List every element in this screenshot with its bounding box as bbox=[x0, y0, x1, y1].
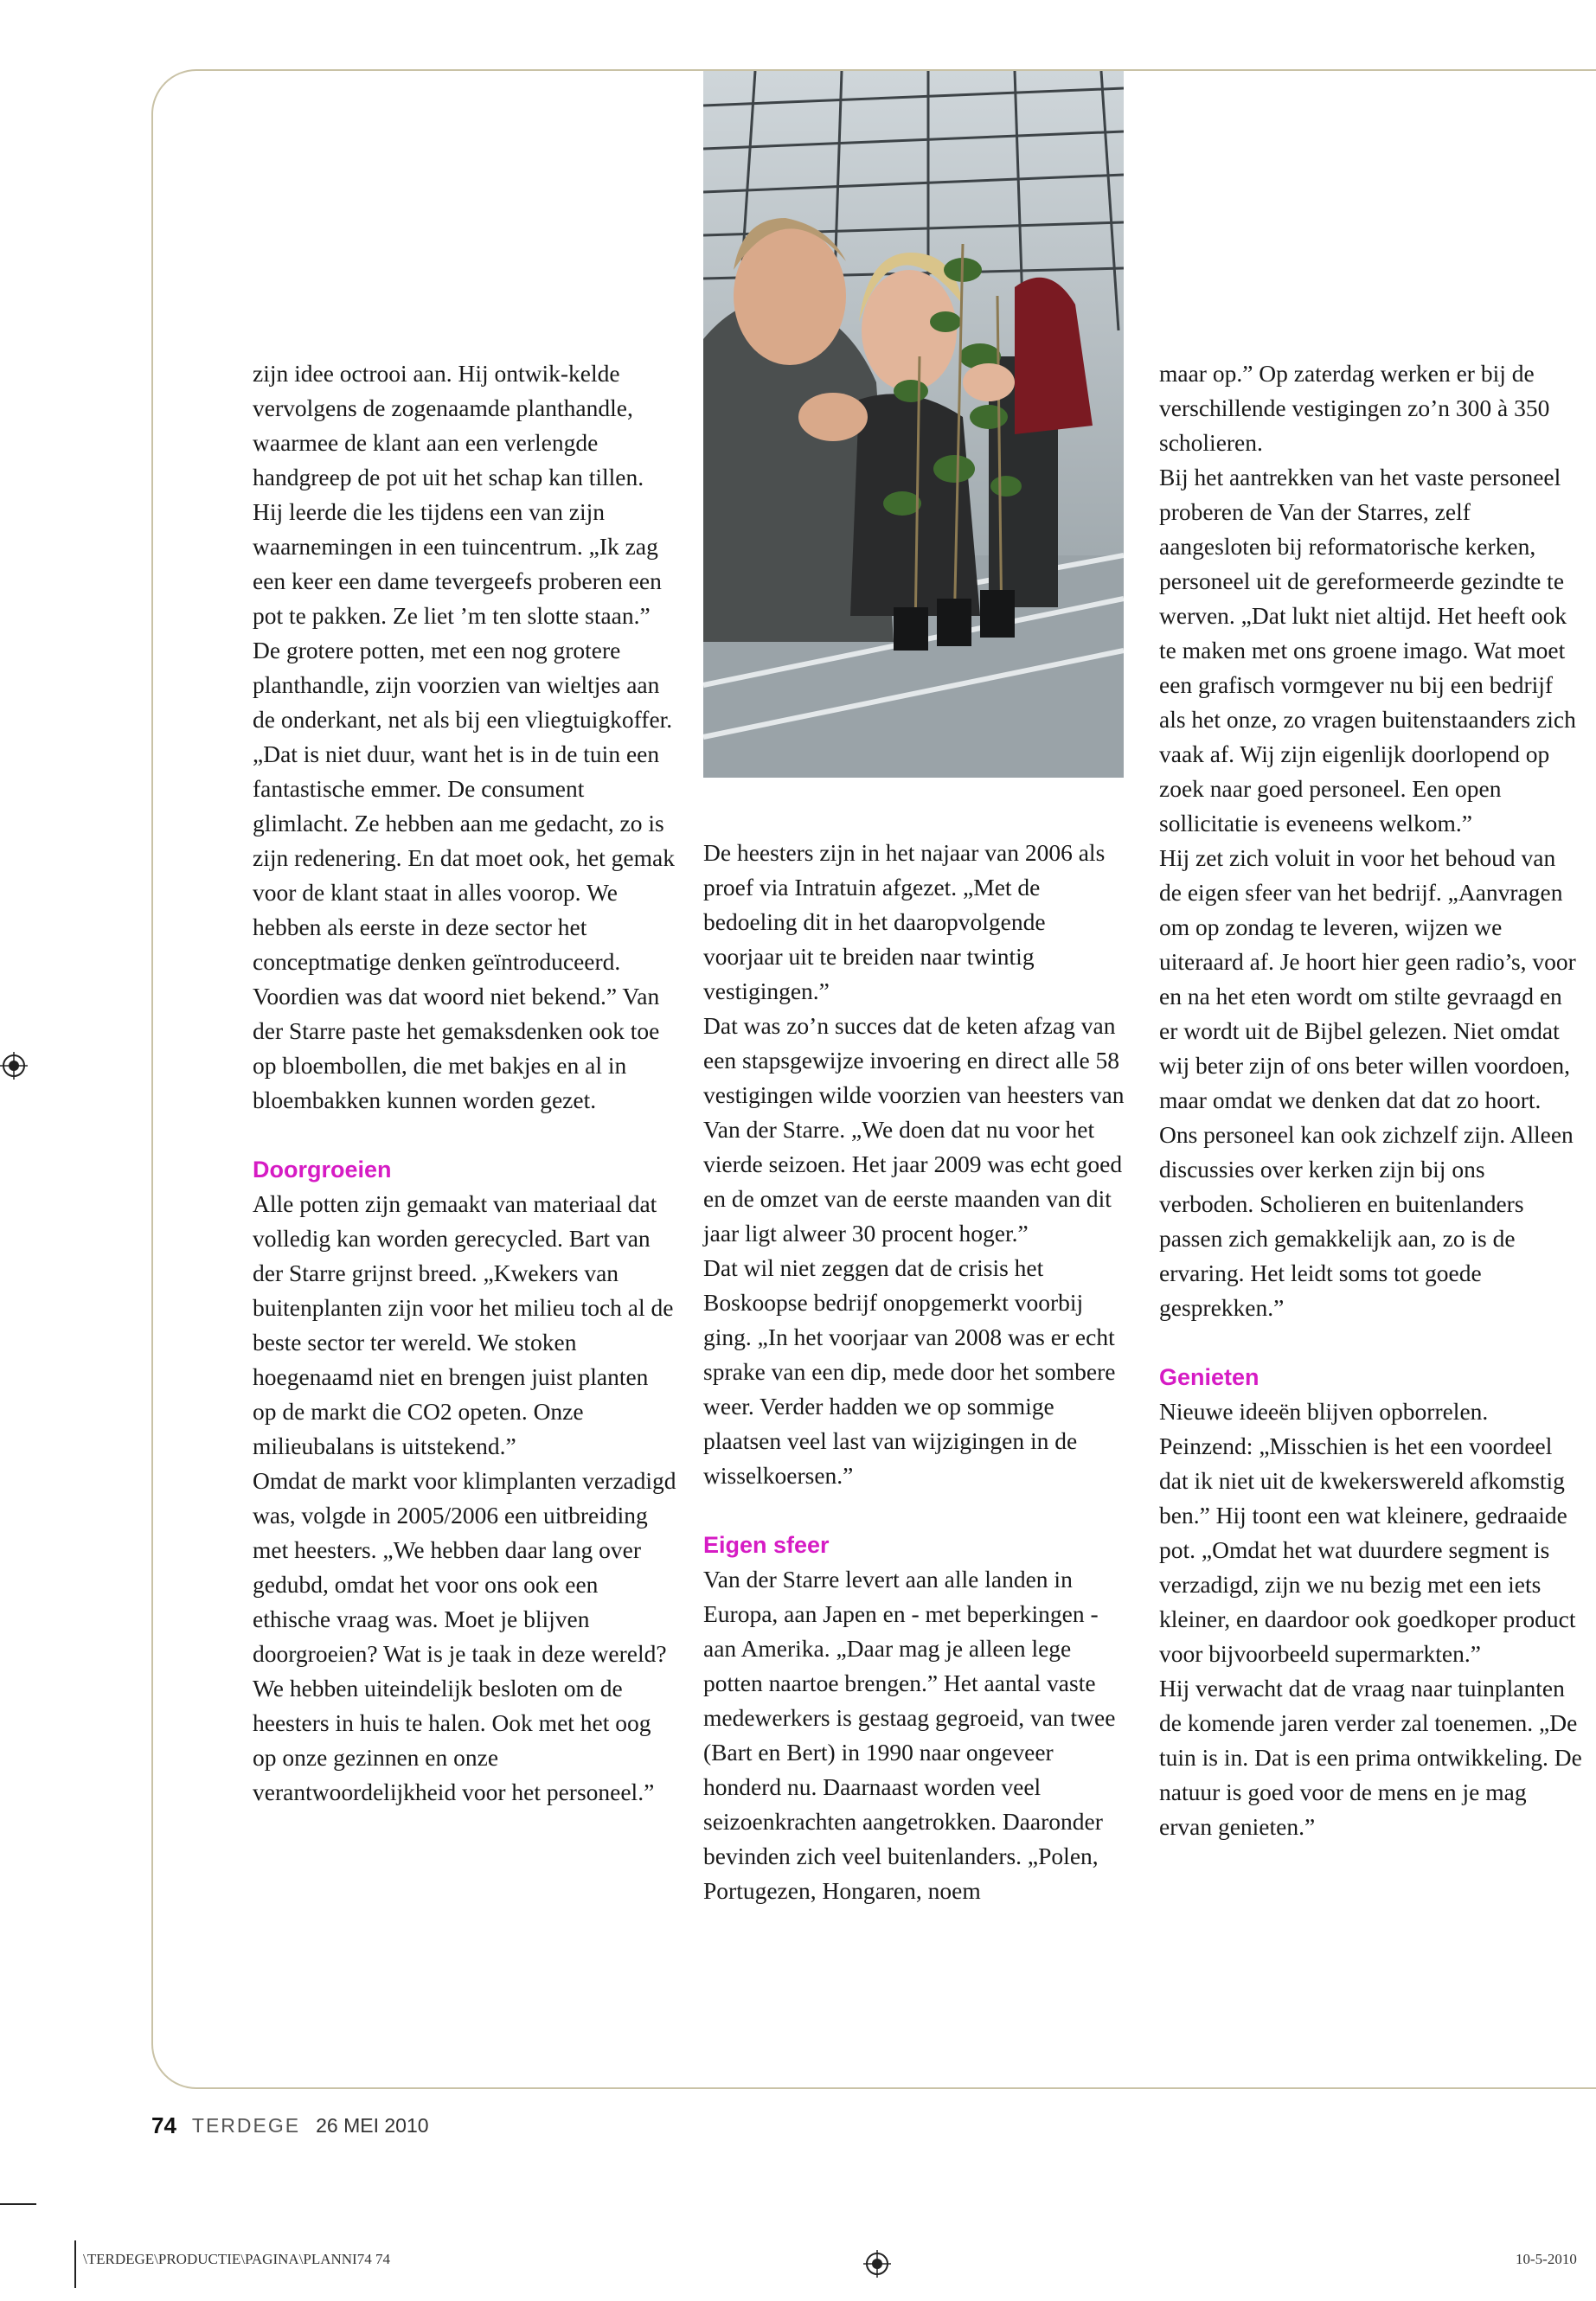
page-footer bbox=[151, 2108, 429, 2143]
column-3 bbox=[1159, 356, 1583, 1844]
paragraph: Dat was zo’n succes dat de keten afzag van een stapsgewijze invoering en direct alle 58 vestigingen wilde voorzien van heesters van Van der Starre. „We doen dat nu voor het vierde seizoen. Het jaar 2009 was echt goed en de omzet van de eerste maanden van dit jaar ligt alweer 30 procent hoger.” bbox=[703, 1012, 1125, 1247]
page-number: 74 bbox=[151, 2112, 176, 2138]
paragraph: Hij verwacht dat de vraag naar tuinplanten de komende jaren verder zal toenemen. „De tuin is in. Dat is een prima ontwikkeling. De natuur is goed voor de mens en je mag ervan genieten.” bbox=[1159, 1675, 1582, 1840]
magazine-name: TERDEGE bbox=[191, 2113, 301, 2137]
print-slug-date: 10-5-2010 bbox=[1516, 2251, 1577, 2267]
paragraph: zijn idee octrooi aan. Hij ontwik-kelde vervolgens de zogenaamde planthandle, waarmee de klant aan een verlengde handgreep de pot uit het schap kan tillen. Hij leerde die les tijdens een van zijn waarnemingen in een tuincentrum. „Ik zag een keer een dame tevergeefs proberen een pot te pakken. Ze liet ’m ten slotte staan.” bbox=[253, 360, 662, 629]
section-heading-eigen-sfeer: Eigen sfeer bbox=[703, 1532, 830, 1558]
registration-mark-icon bbox=[0, 1052, 28, 1080]
paragraph: Alle potten zijn gemaakt van materiaal dat volledig kan worden gerecycled. Bart van der Starre grijnst breed. „Kwekers van buitenplanten zijn voor het milieu toch al de beste sector ter wereld. We stoken hoegenaamd niet en brengen juist planten op de markt die CO2 opeten. Onze milieubalans is uitstekend.” bbox=[253, 1190, 674, 1459]
greenhouse-photo bbox=[703, 71, 1124, 778]
paragraph: Omdat de markt voor klimplanten verzadigd was, volgde in 2005/2006 een uitbreiding met heesters. „We hebben daar lang over gedubd, omdat het voor ons ook een ethische vraag was. Moet je blijven doorgroeien? Wat is je taak in deze wereld? We hebben uiteindelijk besloten om de heesters in huis te halen. Ook met het oog op onze gezinnen en onze verantwoordelijkheid voor het personeel.” bbox=[253, 1467, 676, 1805]
section-heading-genieten: Genieten bbox=[1159, 1364, 1259, 1390]
issue-date: 26 MEI 2010 bbox=[316, 2113, 429, 2137]
paragraph: Van der Starre levert aan alle landen in Europa, aan Japen en - met beperkingen - aan Amerika. „Daar mag je alleen lege potten naartoe brengen.” Het aantal vaste medewerkers is gestaag gegroeid, van twee (Bart en Bert) in 1990 naar ongeveer honderd nu. Daarnaast worden veel seizoenkrachten aangetrokken. Daaronder bevinden zich veel buitenlanders. „Polen, Portugezen, Hongaren, noem bbox=[703, 1566, 1116, 1904]
column-2 bbox=[703, 836, 1127, 1908]
crop-mark bbox=[74, 2240, 76, 2288]
paragraph: De heesters zijn in het najaar van 2006 als proef via Intratuin afgezet. „Met de bedoeling dit in het daaropvolgende voorjaar uit te breiden naar twintig vestigingen.” bbox=[703, 839, 1106, 1004]
crop-mark bbox=[0, 2203, 36, 2205]
print-slug-path: \TERDEGE\PRODUCTIE\PAGINA\PLANNI74 74 bbox=[83, 2251, 390, 2267]
paragraph: De grotere potten, met een nog grotere planthandle, zijn voorzien van wieltjes aan de onderkant, net als bij een vliegtuigkoffer. „Dat is niet duur, want het is in de tuin een fantastische emmer. De consument glimlacht. Ze hebben aan me gedacht, zo is zijn redenering. En dat moet ook, het gemak voor de klant staat in alles voorop. We hebben als eerste in deze sector het conceptmatige denken geïntroduceerd. Voordien was dat woord niet bekend.” Van der Starre paste het gemaksdenken ook toe op bloembollen, die met bakjes en al in bloembakken kunnen worden gezet. bbox=[253, 637, 675, 1113]
paragraph: Dat wil niet zeggen dat de crisis het Boskoopse bedrijf onopgemerkt voorbij ging. „In het voorjaar van 2008 was er echt sprake van een dip, mede door het sombere weer. Verder hadden we op sommige plaatsen veel last van wijzigingen in de wisselkoersen.” bbox=[703, 1254, 1116, 1489]
registration-mark-icon bbox=[863, 2250, 891, 2278]
paragraph: Bij het aantrekken van het vaste personeel proberen de Van der Starres, zelf aangesloten bij reformatorische kerken, personeel uit de gereformeerde gezindte te werven. „Dat lukt niet altijd. Het heeft ook te maken met ons groene imago. Wat moet een grafisch vormgever nu bij een bedrijf als het onze, zo vragen buitenstaanders zich vaak af. Wij zijn eigenlijk doorlopend op zoek naar goed personeel. Een open sollicitatie is eveneens welkom.” bbox=[1159, 464, 1576, 836]
column-1 bbox=[253, 356, 676, 1810]
paragraph: Hij zet zich voluit in voor het behoud van de eigen sfeer van het bedrijf. „Aanvragen om op zondag te leveren, wijzen we uiteraard af. Je hoort hier geen radio’s, voor en na het eten wordt om stilte gevraagd en er wordt uit de Bijbel gelezen. Niet omdat wij beter zijn of ons beter willen voordoen, maar omdat we denken dat dat zo hoort. Ons personeel kan ook zichzelf zijn. Alleen discussies over kerken zijn bij ons verboden. Scholieren en buitenlanders passen zich gemakkelijk aan, zo is de ervaring. Het leidt soms tot goede gesprekken.” bbox=[1159, 844, 1576, 1321]
paragraph: maar op.” Op zaterdag werken er bij de verschillende vestigingen zo’n 300 à 350 scholieren. bbox=[1159, 360, 1550, 456]
section-heading-doorgroeien: Doorgroeien bbox=[253, 1157, 392, 1183]
paragraph: Nieuwe ideeën blijven opborrelen. Peinzend: „Misschien is het een voordeel dat ik niet uit de kwekerswereld afkomstig ben.” Hij toont een wat kleinere, gedraaide pot. „Omdat het wat duurdere segment is verzadigd, zijn we nu bezig met een iets kleiner, en daardoor ook goedkoper product voor bijvoorbeeld supermarkten.” bbox=[1159, 1398, 1576, 1667]
